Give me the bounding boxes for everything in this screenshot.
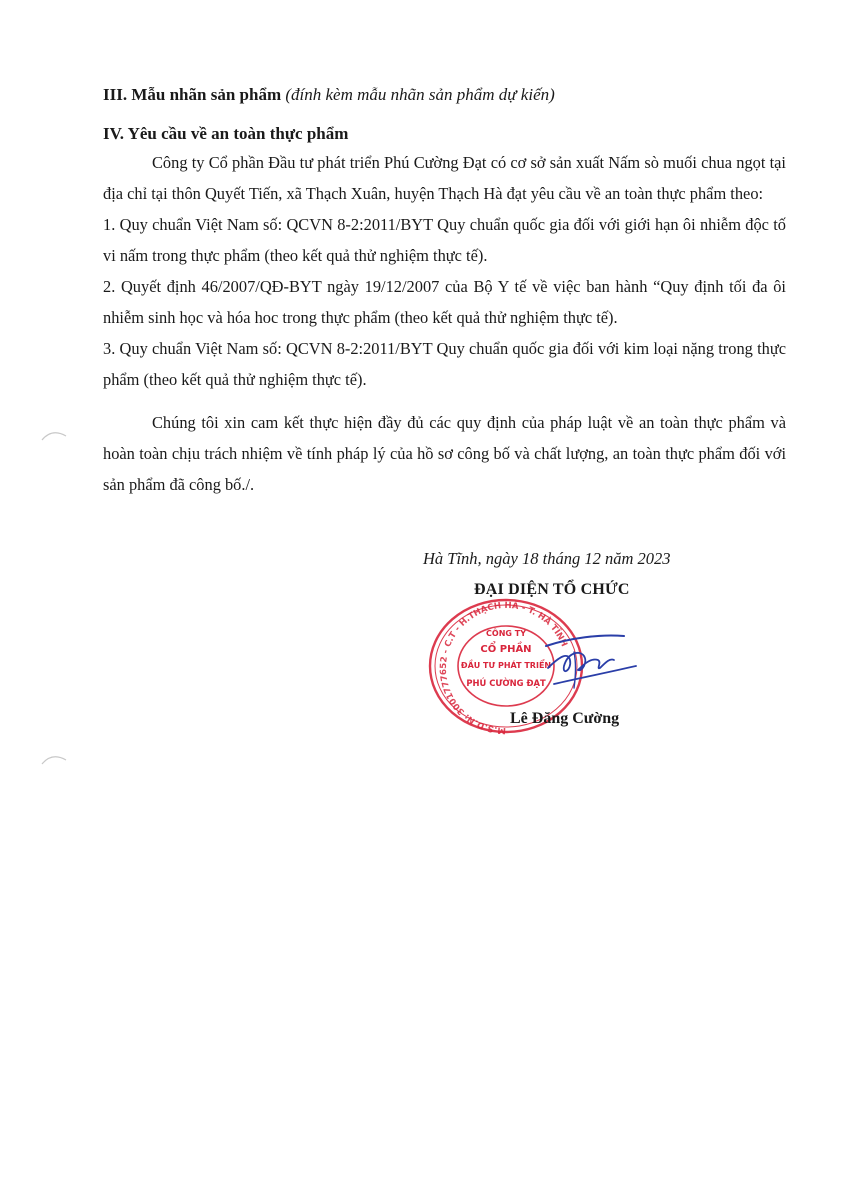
requirement-item-2: 2. Quyết định 46/2007/QĐ-BYT ngày 19/12/2007 của Bộ Y tế về việc ban hành “Quy định tối đa ôi nhiễm sinh học và hóa hoc trong thực phẩm (theo kết quả thử nghiệm thực tế).	[103, 277, 786, 327]
seal-line-1: CÔNG TY	[486, 629, 526, 638]
scan-margin-mark	[40, 750, 70, 770]
seal-line-3: ĐẦU TƯ PHÁT TRIỂN	[460, 661, 552, 670]
intro-paragraph: Công ty Cổ phần Đầu tư phát triển Phú Cường Đạt có cơ sở sản xuất Nấm sò muối chua ngọt tại địa chỉ tại thôn Quyết Tiến, xã Thạch Xuân, huyện Thạch Hà đạt yêu cầu về an toàn thực phẩm theo:	[103, 153, 786, 203]
section-3-title: III. Mẫu nhãn sản phẩm	[103, 85, 282, 104]
section-3-heading	[103, 84, 555, 106]
requirement-item-1: 1. Quy chuẩn Việt Nam số: QCVN 8-2:2011/BYT Quy chuẩn quốc gia đối với giới hạn ôi nhiễm độc tố vi nấm trong thực phẩm (theo kết quả thử nghiệm thực tế).	[103, 215, 786, 265]
section-4-heading: IV. Yêu cầu về an toàn thực phẩm	[103, 124, 349, 143]
signatory-title: ĐẠI DIỆN TỔ CHỨC	[474, 581, 630, 598]
requirement-item-3: 3. Quy chuẩn Việt Nam số: QCVN 8-2:2011/BYT Quy chuẩn quốc gia đối với kim loại nặng trong thực phẩm (theo kết quả thử nghiệm thực tế).	[103, 339, 786, 389]
commitment-paragraph: Chúng tôi xin cam kết thực hiện đầy đủ các quy định của pháp luật về an toàn thực phẩm và hoàn toàn chịu trách nhiệm về tính pháp lý của hồ sơ công bố và chất lượng, an toàn thực phẩm đối với sản phẩm đã công bố./.	[103, 413, 786, 494]
signatory-name: Lê Đăng Cường	[510, 710, 620, 727]
section-3-note: (đính kèm mẫu nhãn sản phẩm dự kiến)	[285, 85, 555, 104]
seal-ring-text: M.S.D.N: 3001777652 - C.T - H.THẠCH HÀ - T. HÀ TĨNH	[438, 600, 569, 736]
scan-margin-mark	[40, 426, 70, 446]
section-4-body	[103, 147, 786, 500]
place-date: Hà Tĩnh, ngày 18 tháng 12 năm 2023	[423, 549, 671, 568]
handwritten-signature	[540, 612, 640, 702]
seal-line-4: PHÚ CƯỜNG ĐẠT	[466, 678, 546, 688]
seal-line-2: CỔ PHẦN	[480, 644, 532, 655]
